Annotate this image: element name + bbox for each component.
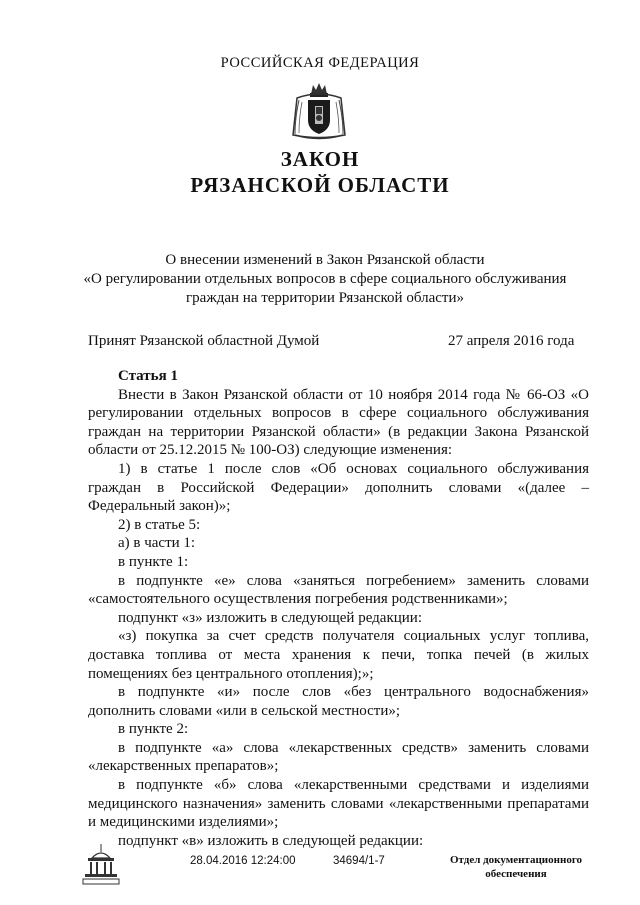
paragraph: в пункте 1: [118, 553, 189, 570]
paragraph: Внести в Закон Рязанской области от 10 ноября 2014 года № 66-ОЗ «О регулировании отдельных вопросов в сфере социального обслуживания граждан на территории Рязанской области» (в редакции Закона Рязанской области от 25.12.2015 № 100-ОЗ) следующие изменения: [88, 386, 589, 459]
law-subject [60, 251, 590, 308]
department-line: Отдел документационного [449, 854, 583, 866]
paragraph: в подпункте «а» слова «лекарственных средств» заменить словами «лекарственных препаратов»; [88, 739, 589, 775]
paragraph: в пункте 2: [118, 721, 189, 738]
subject-line: О внесении изменений в Закон Рязанской области [165, 252, 485, 268]
paragraph: а) в части 1: [118, 535, 196, 552]
adoption-date: 27 апреля 2016 года [448, 333, 575, 349]
paragraph: в подпункте «б» слова «лекарственными средствами и изделиями медицинского назначения» заменить словами «лекарственными препаратами и медицинскими изделиями»; [88, 777, 589, 831]
article-body [88, 367, 589, 850]
paragraph: 1) в статье 1 после слов «Об основах социального обслуживания граждан в Российской Федерации» дополнить словами «(далее – Федеральный закон)»; [88, 460, 589, 515]
paragraph: подпункт «в» изложить в следующей редакции: [118, 832, 424, 849]
paragraph: в подпункте «и» после слов «без центрального водоснабжения» дополнить словами «или в сельской местности»; [88, 684, 589, 719]
adoption-label: Принят Рязанской областной Думой [88, 333, 320, 349]
subject-line: «О регулировании отдельных вопросов в сфере социального обслуживания [83, 271, 567, 287]
article-title: Статья 1 [118, 368, 178, 384]
law-title [0, 146, 640, 198]
country-heading: РОССИЙСКАЯ ФЕДЕРАЦИЯ [220, 55, 420, 71]
paragraph: подпункт «з» изложить в следующей редакции: [118, 609, 422, 626]
ryazan-coat-of-arms-icon [289, 80, 349, 142]
paragraph: «з) покупка за счет средств получателя социальных услуг топлива, доставка топлива от места хранения к печи, топка печей (в жилых помещениях без центрального отопления);»; [88, 628, 589, 682]
department-line: обеспечения [485, 868, 547, 880]
duma-building-logo-icon [80, 842, 122, 886]
paragraph: 2) в статье 5: [118, 516, 201, 533]
law-title-line1: ЗАКОН [280, 147, 360, 171]
subject-line: граждан на территории Рязанской области» [186, 290, 464, 306]
paragraph: в подпункте «е» слова «заняться погребением» заменить словами «самостоятельного осуществления погребения родственниками»; [88, 572, 589, 608]
law-title-line2: РЯЗАНСКОЙ ОБЛАСТИ [190, 173, 450, 197]
print-timestamp: 28.04.2016 12:24:00 [190, 855, 296, 867]
department-stamp [436, 853, 596, 881]
registration-number: 34694/1-7 [333, 855, 385, 867]
